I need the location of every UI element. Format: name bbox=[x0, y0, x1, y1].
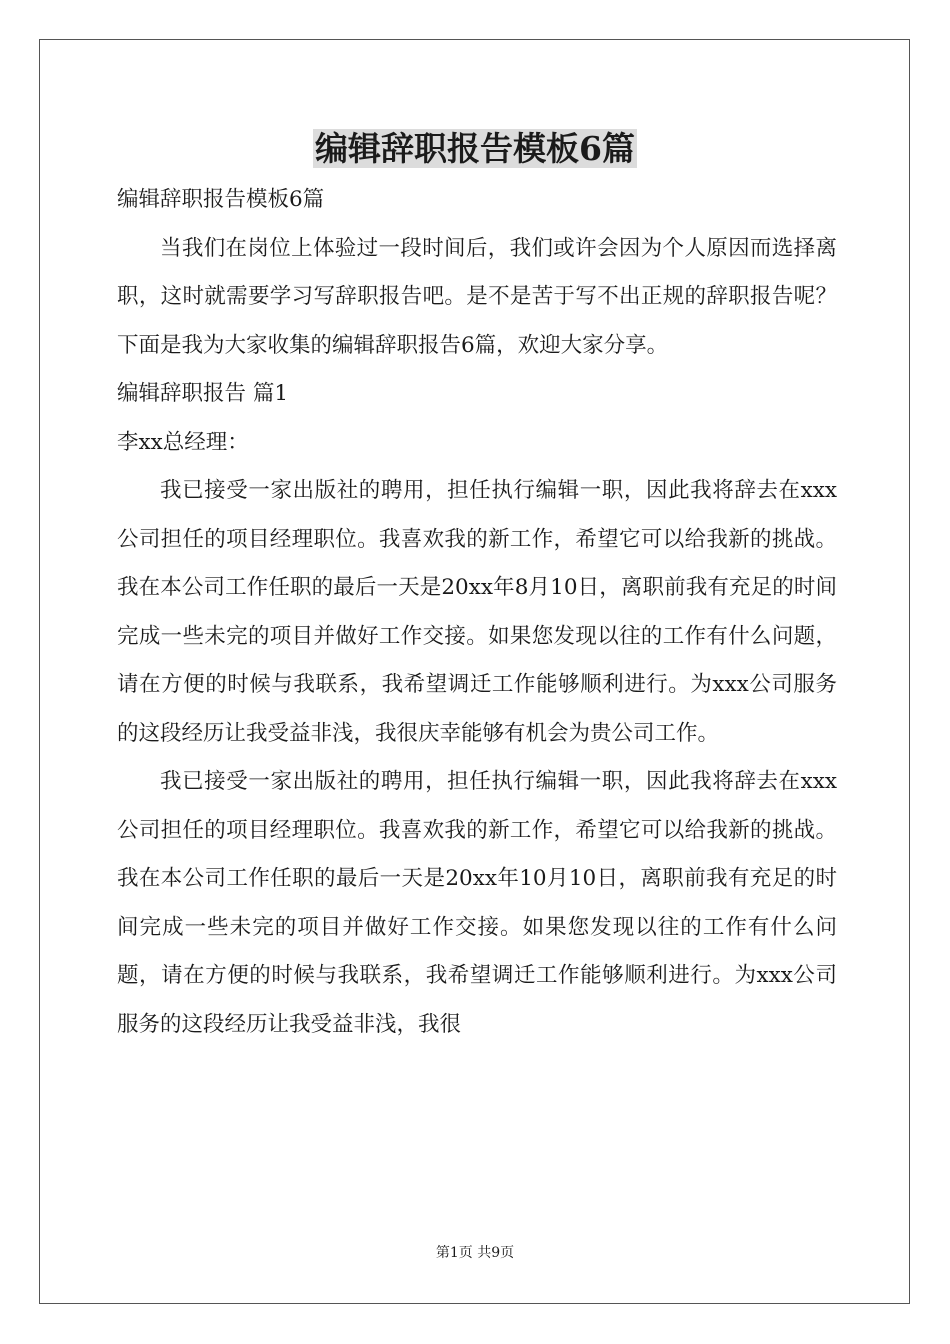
intro-paragraph: 当我们在岗位上体验过一段时间后，我们或许会因为个人原因而选择离职，这时就需要学习写辞职报告吧。是不是苦于写不出正规的辞职报告呢？下面是我为大家收集的编辑辞职报告6篇，欢迎大家分享。 bbox=[117, 235, 837, 358]
page-footer: 第1页 共9页 bbox=[435, 1245, 515, 1261]
section-heading: 编辑辞职报告 篇1 bbox=[117, 381, 289, 406]
body-paragraph-2: 我已接受一家出版社的聘用，担任执行编辑一职，因此我将辞去在xxx公司担任的项目经理职位。我喜欢我的新工作，希望它可以给我新的挑战。我在本公司工作任职的最后一天是20xx年10月10日，离职前我有充足的时间完成一些未完的项目并做好工作交接。如果您发现以往的工作有什么问题，请在方便的时候与我联系，我希望调迁工作能够顺利进行。为xxx公司服务的这段经历让我受益非浅，我很 bbox=[117, 769, 837, 1037]
subtitle-line: 编辑辞职报告模板6篇 bbox=[117, 187, 325, 212]
salutation: 李xx总经理： bbox=[117, 429, 249, 455]
document-title: 编辑辞职报告模板6篇 bbox=[315, 129, 635, 168]
document-title-block bbox=[0, 127, 950, 171]
body-paragraph-1: 我已接受一家出版社的聘用，担任执行编辑一职，因此我将辞去在xxx公司担任的项目经理职位。我喜欢我的新工作，希望它可以给我新的挑战。我在本公司工作任职的最后一天是20xx年8月10日，离职前我有充足的时间完成一些未完的项目并做好工作交接。如果您发现以往的工作有什么问题，请在方便的时候与我联系，我希望调迁工作能够顺利进行。为xxx公司服务的这段经历让我受益非浅，我很庆幸能够有机会为贵公司工作。 bbox=[117, 478, 837, 746]
document-body bbox=[117, 176, 837, 1049]
